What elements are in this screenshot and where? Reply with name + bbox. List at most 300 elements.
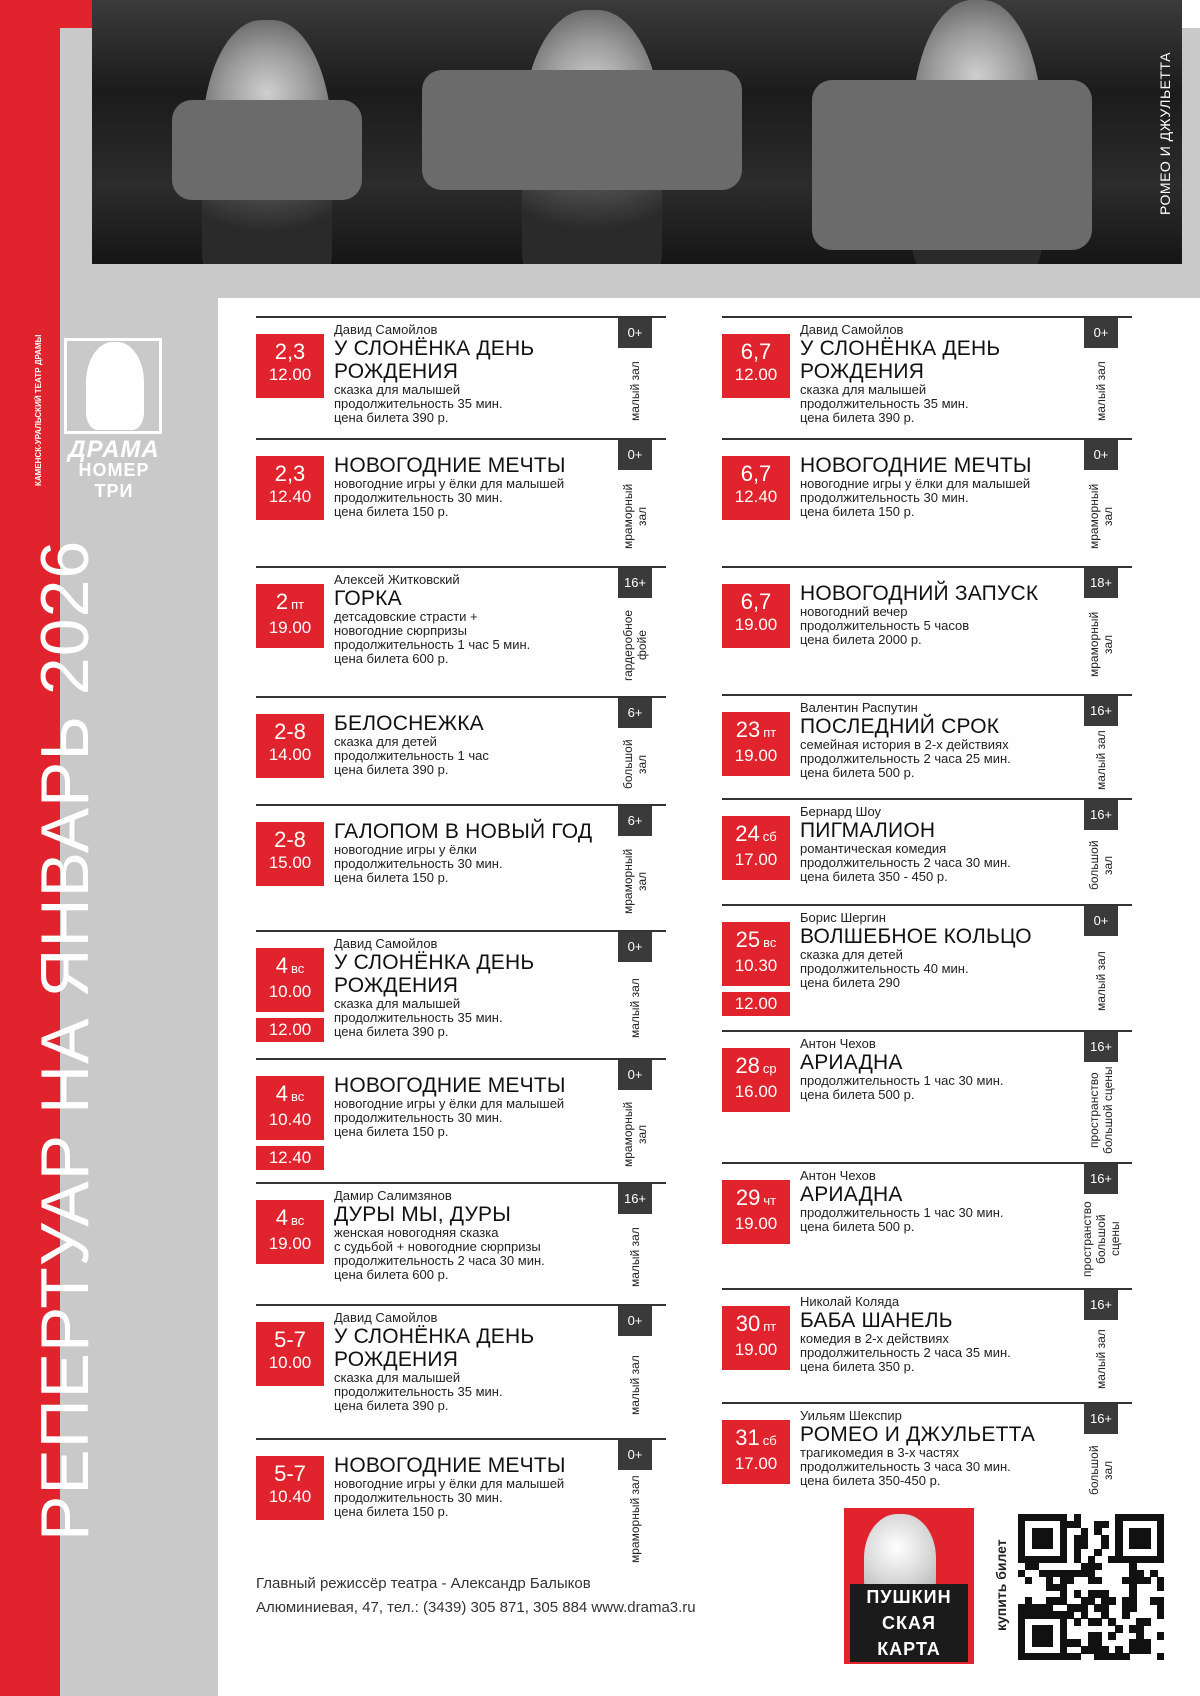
- qr-module: [1046, 1542, 1053, 1549]
- event-item: [256, 1304, 666, 1434]
- event-description-line: цена билета 500 р.: [800, 1219, 915, 1234]
- event-body: [334, 712, 612, 777]
- event-title[interactable]: БАБА ШАНЕЛЬ: [800, 1309, 953, 1332]
- event-body: [334, 1454, 612, 1519]
- event-day-number: 23: [735, 717, 761, 742]
- qr-module: [1157, 1584, 1164, 1591]
- event-hall: малый зал: [1094, 1329, 1108, 1389]
- event-description-line: цена билета 600 р.: [334, 651, 449, 666]
- event-date-box: [722, 1048, 790, 1112]
- qr-module: [1101, 1521, 1108, 1528]
- event-time: 10.40: [268, 1487, 312, 1506]
- event-description-line: сказка для малышей: [334, 382, 461, 397]
- event-time: 19.00: [734, 746, 778, 765]
- event-body: [334, 454, 612, 519]
- event-weekday: пт: [763, 1319, 777, 1334]
- event-title[interactable]: НОВОГОДНИЕ МЕЧТЫ: [334, 1454, 566, 1477]
- event-description-line: продолжительность 35 мин.: [334, 1384, 503, 1399]
- event-description-line: продолжительность 1 час: [334, 748, 489, 763]
- event-time: 19.00: [268, 618, 312, 637]
- qr-module: [1157, 1611, 1164, 1618]
- event-day: [256, 340, 324, 364]
- event-item: [722, 1288, 1132, 1398]
- event-weekday: сб: [762, 829, 777, 844]
- event-day-number: 5-7: [274, 1327, 306, 1352]
- event-description-line: цена билета 350 - 450 р.: [800, 869, 948, 884]
- qr-module: [1143, 1618, 1150, 1625]
- event-description-line: с судьбой + новогодние сюрпризы: [334, 1239, 541, 1254]
- event-hall: малый зал: [1094, 730, 1108, 790]
- event-item: [722, 1030, 1132, 1158]
- event-author: Антон Чехов: [800, 1036, 876, 1051]
- performer-shirt: [422, 70, 742, 190]
- event-hall: мраморный зал: [621, 848, 649, 914]
- event-description-line: продолжительность 35 мин.: [334, 396, 503, 411]
- event-description-line: цена билета 390 р.: [334, 1024, 449, 1039]
- qr-module: [1067, 1577, 1074, 1584]
- event-day: [256, 1462, 324, 1486]
- event-date-box: [256, 456, 324, 520]
- event-hall: гардеробное фойе: [621, 609, 649, 681]
- event-weekday: вс: [290, 961, 305, 976]
- event-time: 12.00: [268, 365, 312, 384]
- event-day-number: 4: [275, 1081, 288, 1106]
- logo-figure-icon: [86, 342, 144, 430]
- event-day-number: 24: [735, 821, 760, 846]
- event-hall: пространство большой сцены: [1080, 1201, 1122, 1277]
- qr-module: [1094, 1563, 1101, 1570]
- event-date-box: [256, 1322, 324, 1386]
- event-day: [256, 1328, 324, 1352]
- event-author: Антон Чехов: [800, 1168, 876, 1183]
- event-time: 17.00: [734, 1454, 778, 1473]
- event-author: Давид Самойлов: [334, 322, 438, 337]
- event-item: [256, 696, 666, 800]
- event-hall: большой зал: [1087, 840, 1115, 890]
- event-time: 15.00: [268, 853, 312, 872]
- event-body: [800, 322, 1078, 425]
- event-hall: малый зал: [628, 1355, 642, 1415]
- event-day-number: 2-8: [274, 719, 306, 744]
- event-day-number: 2,3: [274, 339, 306, 364]
- event-description-line: детсадовские страсти +: [334, 609, 478, 624]
- event-age-rating: 16+: [618, 1184, 652, 1214]
- photo-caption: РОМЕО И ДЖУЛЬЕТТА: [1157, 52, 1173, 216]
- event-description-line: сказка для детей: [800, 947, 903, 962]
- event-age-rating: 16+: [618, 568, 652, 598]
- event-title[interactable]: ДУРЫ МЫ, ДУРЫ: [334, 1203, 511, 1226]
- event-description-line: цена билета 350-450 р.: [800, 1473, 941, 1488]
- event-description-line: цена билета 150 р.: [800, 504, 915, 519]
- event-weekday: вс: [290, 1089, 305, 1104]
- event-body: [800, 454, 1078, 519]
- qr-module: [1129, 1604, 1136, 1611]
- event-author: Николай Коляда: [800, 1294, 900, 1309]
- qr-module: [1108, 1597, 1115, 1604]
- event-description-line: цена билета 150 р.: [334, 870, 449, 885]
- event-title[interactable]: У СЛОНЁНКА ДЕНЬ РОЖДЕНИЯ: [334, 951, 535, 997]
- event-description-line: цена билета 500 р.: [800, 765, 915, 780]
- event-day-number: 4: [275, 1205, 288, 1230]
- event-title[interactable]: ПИГМАЛИОН: [800, 819, 936, 842]
- event-description-line: новогодние игры у ёлки: [334, 842, 477, 857]
- event-weekday: вс: [290, 1213, 305, 1228]
- event-item: [256, 1058, 666, 1178]
- event-title[interactable]: НОВОГОДНИЕ МЕЧТЫ: [334, 454, 566, 477]
- event-time: 14.00: [268, 745, 312, 764]
- event-time: 12.40: [268, 487, 312, 506]
- footer-address: Алюминиевая, 47, тел.: (3439) 305 871, 305 884 www.drama3.ru: [256, 1599, 696, 1616]
- event-description-line: цена билета 390 р.: [334, 762, 449, 777]
- event-time: 12.00: [734, 365, 778, 384]
- event-age-rating: 6+: [618, 698, 652, 728]
- event-hall: малый зал: [1094, 361, 1108, 421]
- event-description-line: продолжительность 1 час 30 мин.: [800, 1073, 1004, 1088]
- event-description-line: новогодний вечер: [800, 604, 908, 619]
- event-description-line: цена билета 350 р.: [800, 1359, 915, 1374]
- event-hall: малый зал: [1094, 951, 1108, 1011]
- event-extra-time: 12.00: [722, 992, 790, 1016]
- event-age-rating: 6+: [618, 806, 652, 836]
- event-title[interactable]: ГАЛОПОМ В НОВЫЙ ГОД: [334, 820, 593, 843]
- event-item: [722, 694, 1132, 794]
- event-item: [722, 904, 1132, 1026]
- event-hall: большой зал: [621, 739, 649, 789]
- event-author: Дамир Салимзянов: [334, 1188, 452, 1203]
- event-description-line: цена билета 290: [800, 975, 900, 990]
- event-description-line: новогодние игры у ёлки для малышей: [800, 476, 1031, 491]
- event-description-line: цена билета 150 р.: [334, 1504, 449, 1519]
- event-age-rating: 16+: [1084, 1164, 1118, 1194]
- event-day-number: 6,7: [740, 589, 772, 614]
- event-day-number: 4: [275, 953, 288, 978]
- event-title[interactable]: У СЛОНЁНКА ДЕНЬ РОЖДЕНИЯ: [800, 337, 1001, 383]
- event-age-rating: 0+: [618, 1306, 652, 1336]
- event-description-line: продолжительность 3 часа 30 мин.: [800, 1459, 1011, 1474]
- event-day: [256, 590, 324, 617]
- event-day: [722, 1054, 790, 1081]
- event-time: 16.00: [734, 1082, 778, 1101]
- event-day-number: 2: [275, 589, 289, 614]
- event-body: [800, 1036, 1078, 1102]
- event-day-number: 6,7: [740, 461, 772, 486]
- event-author: Давид Самойлов: [800, 322, 904, 337]
- event-description-line: цена билета 150 р.: [334, 1124, 449, 1139]
- event-description-line: новогодние игры у ёлки для малышей: [334, 1476, 565, 1491]
- event-date-box: [256, 1456, 324, 1520]
- event-day-number: 28: [735, 1053, 760, 1078]
- event-body: [800, 700, 1078, 780]
- event-date-box: [722, 456, 790, 520]
- event-description-line: продолжительность 1 час 5 мин.: [334, 637, 531, 652]
- event-day: [256, 1082, 324, 1109]
- event-description-line: новогодние игры у ёлки для малышей: [334, 1096, 565, 1111]
- event-item: [722, 566, 1132, 690]
- event-time: 19.00: [734, 1340, 778, 1359]
- event-date-box: [722, 712, 790, 776]
- event-description-line: продолжительность 30 мин.: [334, 1490, 503, 1505]
- event-title[interactable]: ПОСЛЕДНИЙ СРОК: [800, 715, 1000, 738]
- qr-module: [1074, 1653, 1081, 1660]
- logo-word-1: ДРАМА: [68, 436, 160, 463]
- event-time: 10.00: [268, 1353, 312, 1372]
- event-age-rating: 0+: [1084, 440, 1118, 470]
- event-hall: мраморный зал: [621, 1101, 649, 1167]
- event-body: [800, 1408, 1078, 1488]
- event-item: [256, 1438, 666, 1568]
- event-hall: пространство большой сцены: [1087, 1066, 1115, 1154]
- event-hall: большой зал: [1087, 1445, 1115, 1495]
- qr-module: [1122, 1653, 1129, 1660]
- pushkin-card-word-1: ПУШКИН: [850, 1584, 968, 1610]
- event-title[interactable]: НОВОГОДНИЕ МЕЧТЫ: [334, 1074, 566, 1097]
- event-description-line: цена билета 390 р.: [334, 410, 449, 425]
- event-title[interactable]: БЕЛОСНЕЖКА: [334, 712, 484, 735]
- event-weekday: вс: [763, 935, 777, 950]
- event-age-rating: 0+: [618, 318, 652, 348]
- qr-module: [1074, 1618, 1081, 1625]
- event-description-line: трагикомедия в 3-х частях: [800, 1445, 960, 1460]
- event-day-number: 25: [735, 927, 761, 952]
- event-age-rating: 16+: [1084, 696, 1118, 726]
- qr-module: [1025, 1577, 1032, 1584]
- event-weekday: чт: [763, 1193, 777, 1208]
- event-item: [256, 804, 666, 926]
- event-day: [722, 1186, 790, 1213]
- hero-photo: [92, 0, 1182, 264]
- pushkin-card-logo[interactable]: [844, 1508, 974, 1664]
- event-day-number: 31: [735, 1425, 760, 1450]
- event-body: [334, 820, 612, 885]
- event-description-line: комедия в 2-х действиях: [800, 1331, 949, 1346]
- event-hall: мраморный зал: [628, 1475, 642, 1563]
- event-time: 10.00: [268, 982, 312, 1001]
- event-hall: малый зал: [628, 1227, 642, 1287]
- event-description-line: сказка для малышей: [800, 382, 927, 397]
- event-description-line: семейная история в 2-х действиях: [800, 737, 1009, 752]
- event-day-number: 6,7: [740, 339, 772, 364]
- event-day: [722, 1312, 790, 1339]
- event-day: [722, 822, 790, 849]
- event-body: [334, 322, 612, 425]
- poster-title: РЕПЕРТУАР НА ЯНВАРЬ 2026: [27, 539, 103, 1541]
- event-description-line: продолжительность 30 мин.: [800, 490, 969, 505]
- event-author: Давид Самойлов: [334, 936, 438, 951]
- event-hall: мраморный зал: [1087, 483, 1115, 549]
- event-body: [334, 1074, 612, 1139]
- event-description-line: продолжительность 30 мин.: [334, 490, 503, 505]
- event-description-line: цена билета 500 р.: [800, 1087, 915, 1102]
- event-day-number: 2-8: [274, 827, 306, 852]
- event-author: Уильям Шекспир: [800, 1408, 902, 1423]
- event-item: [256, 930, 666, 1054]
- theatre-logo: [56, 334, 166, 501]
- event-body: [800, 910, 1078, 990]
- pushkin-card-word-3: КАРТА: [850, 1636, 968, 1662]
- qr-module: [1094, 1577, 1101, 1584]
- event-time: 12.40: [734, 487, 778, 506]
- event-description-line: сказка для малышей: [334, 996, 461, 1011]
- event-item: [722, 316, 1132, 434]
- event-item: [256, 1182, 666, 1300]
- event-body: [334, 1310, 612, 1413]
- qr-module: [1143, 1646, 1150, 1653]
- event-title[interactable]: ГОРКА: [334, 587, 402, 610]
- event-description-line: сказка для малышей: [334, 1370, 461, 1385]
- event-day-number: 2,3: [274, 461, 306, 486]
- event-description-line: цена билета 390 р.: [800, 410, 915, 425]
- event-description-line: продолжительность 2 часа 30 мин.: [334, 1253, 545, 1268]
- event-weekday: пт: [763, 725, 777, 740]
- event-item: [256, 438, 666, 562]
- event-hall: мраморный зал: [621, 483, 649, 549]
- event-time: 10.30: [734, 956, 778, 975]
- event-age-rating: 0+: [618, 1440, 652, 1470]
- qr-module: [1094, 1618, 1101, 1625]
- event-day: [722, 462, 790, 486]
- event-body: [800, 1168, 1078, 1234]
- event-title[interactable]: ВОЛШЕБНОЕ КОЛЬЦО: [800, 925, 1032, 948]
- event-body: [800, 1294, 1078, 1374]
- event-item: [256, 566, 666, 692]
- qr-module: [1046, 1639, 1053, 1646]
- qr-module: [1143, 1577, 1150, 1584]
- event-description-line: цена билета 390 р.: [334, 1398, 449, 1413]
- event-time: 10.40: [268, 1110, 312, 1129]
- event-author: Валентин Распутин: [800, 700, 918, 715]
- event-author: Борис Шергин: [800, 910, 886, 925]
- event-title[interactable]: РОМЕО И ДЖУЛЬЕТТА: [800, 1423, 1036, 1446]
- event-date-box: [256, 584, 324, 648]
- qr-module: [1157, 1556, 1164, 1563]
- event-day: [722, 340, 790, 364]
- event-title[interactable]: У СЛОНЁНКА ДЕНЬ РОЖДЕНИЯ: [334, 337, 535, 383]
- event-description-line: цена билета 600 р.: [334, 1267, 449, 1282]
- event-date-box: [256, 948, 324, 1012]
- event-age-rating: 16+: [1084, 1032, 1118, 1062]
- event-age-rating: 0+: [618, 440, 652, 470]
- event-description-line: продолжительность 2 часа 25 мин.: [800, 751, 1011, 766]
- event-body: [334, 572, 612, 666]
- event-date-box: [722, 922, 790, 986]
- performer-shirt: [172, 100, 362, 200]
- buy-ticket-label: купить билет: [993, 1539, 1009, 1631]
- event-day: [722, 1426, 790, 1453]
- event-weekday: ср: [762, 1061, 777, 1076]
- qr-module: [1115, 1625, 1122, 1632]
- event-day: [722, 590, 790, 614]
- event-date-box: [256, 714, 324, 778]
- event-date-box: [722, 1306, 790, 1370]
- buy-ticket-qr-code[interactable]: [1018, 1514, 1164, 1660]
- event-body: [800, 804, 1078, 884]
- event-day-number: 30: [735, 1311, 761, 1336]
- event-description-line: продолжительность 2 часа 35 мин.: [800, 1345, 1011, 1360]
- event-date-box: [722, 816, 790, 880]
- event-age-rating: 18+: [1084, 568, 1118, 598]
- event-description-line: цена билета 150 р.: [334, 504, 449, 519]
- event-weekday: пт: [291, 597, 305, 612]
- event-day: [722, 928, 790, 955]
- event-day: [256, 1206, 324, 1233]
- pushkin-card-word-2: СКАЯ: [850, 1610, 968, 1636]
- event-description-line: продолжительность 35 мин.: [800, 396, 969, 411]
- event-day: [722, 718, 790, 745]
- event-hall: малый зал: [628, 978, 642, 1038]
- event-extra-time: 12.00: [256, 1018, 324, 1042]
- event-description-line: продолжительность 30 мин.: [334, 1110, 503, 1125]
- event-item: [722, 1162, 1132, 1284]
- qr-module: [1157, 1632, 1164, 1639]
- event-date-box: [722, 1420, 790, 1484]
- event-hall: мраморный зал: [1087, 611, 1115, 677]
- qr-module: [1081, 1542, 1088, 1549]
- qr-module: [1060, 1556, 1067, 1563]
- event-date-box: [256, 1076, 324, 1140]
- qr-module: [1143, 1542, 1150, 1549]
- event-day: [256, 828, 324, 852]
- event-author: Давид Самойлов: [334, 1310, 438, 1325]
- event-item: [722, 1402, 1132, 1506]
- event-author: Бернард Шоу: [800, 804, 882, 819]
- event-age-rating: 0+: [618, 932, 652, 962]
- event-description-line: женская новогодняя сказка: [334, 1225, 499, 1240]
- event-title[interactable]: АРИАДНА: [800, 1051, 903, 1074]
- event-day-number: 29: [735, 1185, 761, 1210]
- event-title[interactable]: У СЛОНЁНКА ДЕНЬ РОЖДЕНИЯ: [334, 1325, 535, 1371]
- event-description-line: продолжительность 1 час 30 мин.: [800, 1205, 1004, 1220]
- qr-module: [1101, 1542, 1108, 1549]
- event-author: Алексей Житковский: [334, 572, 460, 587]
- event-time: 19.00: [268, 1234, 312, 1253]
- event-body: [800, 582, 1078, 647]
- event-body: [334, 1188, 612, 1282]
- event-description-line: продолжительность 2 часа 30 мин.: [800, 855, 1011, 870]
- event-title[interactable]: НОВОГОДНИЕ МЕЧТЫ: [800, 454, 1032, 477]
- event-age-rating: 0+: [618, 1060, 652, 1090]
- event-date-box: [722, 334, 790, 398]
- event-time: 19.00: [734, 615, 778, 634]
- event-description-line: сказка для детей: [334, 734, 437, 749]
- footer: [256, 1572, 816, 1620]
- qr-module: [1122, 1611, 1129, 1618]
- qr-module: [1157, 1653, 1164, 1660]
- event-weekday: сб: [762, 1433, 777, 1448]
- logo-word-2: НОМЕР ТРИ: [78, 460, 150, 501]
- event-item: [722, 438, 1132, 562]
- event-description-line: продолжительность 35 мин.: [334, 1010, 503, 1025]
- event-description-line: романтическая комедия: [800, 841, 947, 856]
- event-title[interactable]: НОВОГОДНИЙ ЗАПУСК: [800, 582, 1039, 605]
- footer-director: Главный режиссёр театра - Александр Балыков: [256, 1575, 591, 1592]
- event-date-box: [722, 584, 790, 648]
- event-date-box: [256, 1200, 324, 1264]
- performer-shirt: [812, 80, 1092, 250]
- event-time: 17.00: [734, 850, 778, 869]
- event-description-line: новогодние игры у ёлки для малышей: [334, 476, 565, 491]
- event-age-rating: 16+: [1084, 1404, 1118, 1434]
- event-time: 19.00: [734, 1214, 778, 1233]
- event-date-box: [722, 1180, 790, 1244]
- logo-side-text: КАМЕНСК-УРАЛЬСКИЙ ТЕАТР ДРАМЫ: [34, 334, 43, 486]
- event-description-line: новогодние сюрпризы: [334, 623, 467, 638]
- event-date-box: [256, 334, 324, 398]
- event-age-rating: 16+: [1084, 1290, 1118, 1320]
- event-extra-time: 12.40: [256, 1146, 324, 1170]
- event-description-line: продолжительность 5 часов: [800, 618, 970, 633]
- event-title[interactable]: АРИАДНА: [800, 1183, 903, 1206]
- event-description-line: цена билета 2000 р.: [800, 632, 922, 647]
